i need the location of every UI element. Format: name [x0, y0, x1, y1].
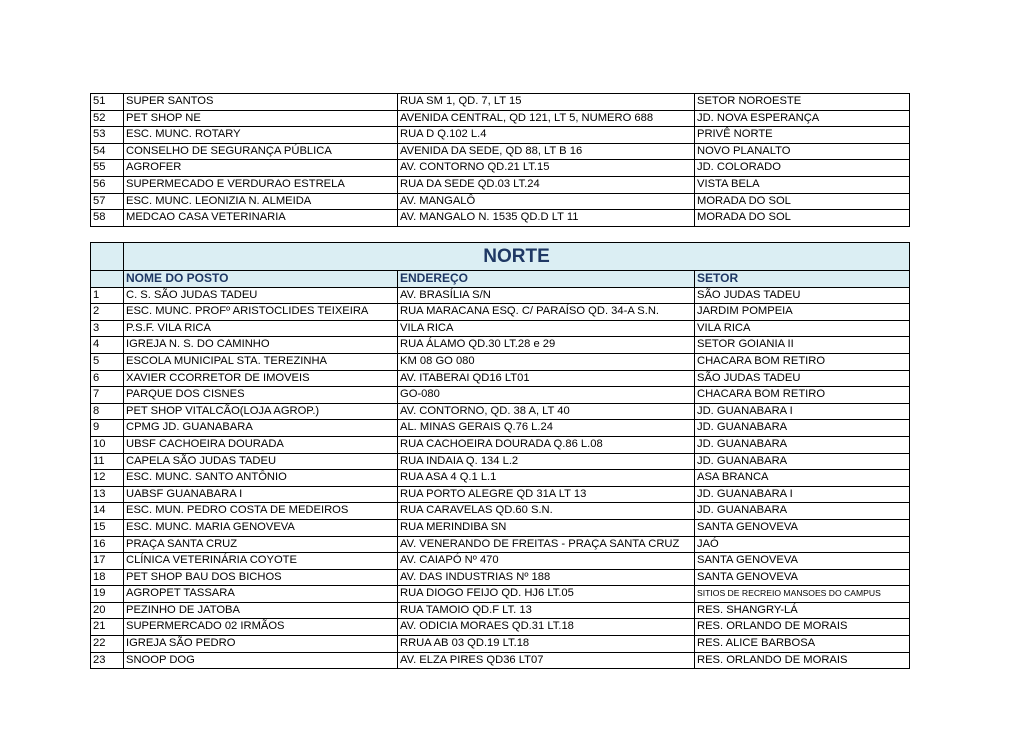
- posto-name-cell: ESC. MUNC. ROTARY: [124, 127, 398, 144]
- posto-name-cell: ESC. MUNC. MARIA GENOVEVA: [124, 519, 398, 536]
- posto-name-cell: UABSF GUANABARA I: [124, 486, 398, 503]
- table-row: [91, 536, 910, 553]
- address-cell: VILA RICA: [398, 320, 695, 337]
- posto-name-cell: XAVIER CCORRETOR DE IMOVEIS: [124, 370, 398, 387]
- address-cell: RUA CACHOEIRA DOURADA Q.86 L.08: [398, 436, 695, 453]
- setor-cell: JD. GUANABARA I: [695, 486, 910, 503]
- row-number-cell: 22: [91, 636, 124, 653]
- address-cell: RUA INDAIA Q. 134 L.2: [398, 453, 695, 470]
- table-row: [91, 160, 910, 177]
- posto-name-cell: UBSF CACHOEIRA DOURADA: [124, 436, 398, 453]
- title-blank-cell: [91, 243, 124, 271]
- address-cell: GO-080: [398, 387, 695, 404]
- table-row: [91, 353, 910, 370]
- posto-name-cell: SNOOP DOG: [124, 652, 398, 669]
- setor-cell: RES. ORLANDO DE MORAIS: [695, 652, 910, 669]
- row-number-cell: 4: [91, 337, 124, 354]
- address-cell: AV. ITABERAI QD16 LT01: [398, 370, 695, 387]
- table-row: [91, 470, 910, 487]
- address-cell: AVENIDA CENTRAL, QD 121, LT 5, NUMERO 688: [398, 110, 695, 127]
- setor-cell: JD. GUANABARA: [695, 436, 910, 453]
- table-row: [91, 110, 910, 127]
- posto-name-cell: PEZINHO DE JATOBA: [124, 602, 398, 619]
- row-number-cell: 14: [91, 503, 124, 520]
- table-row: [91, 210, 910, 227]
- setor-cell: NOVO PLANALTO: [695, 143, 910, 160]
- row-number-cell: 3: [91, 320, 124, 337]
- table-row: [91, 569, 910, 586]
- table-row: [91, 586, 910, 603]
- table-row: [91, 127, 910, 144]
- row-number-cell: 8: [91, 403, 124, 420]
- setor-cell: JD. GUANABARA: [695, 503, 910, 520]
- row-number-cell: 17: [91, 553, 124, 570]
- setor-cell: CHACARA BOM RETIRO: [695, 387, 910, 404]
- posto-name-cell: ESC. MUNC. SANTO ANTÔNIO: [124, 470, 398, 487]
- posto-name-cell: CAPELA SÃO JUDAS TADEU: [124, 453, 398, 470]
- address-cell: RUA MERINDIBA SN: [398, 519, 695, 536]
- table-row: [91, 94, 910, 111]
- row-number-cell: 5: [91, 353, 124, 370]
- address-cell: AV. ELZA PIRES QD36 LT07: [398, 652, 695, 669]
- row-number-cell: 23: [91, 652, 124, 669]
- table-row: [91, 652, 910, 669]
- table-row: [91, 636, 910, 653]
- row-number-cell: 54: [91, 143, 124, 160]
- norte-table-body: [91, 243, 910, 669]
- row-number-cell: 11: [91, 453, 124, 470]
- setor-cell: JARDIM POMPEIA: [695, 304, 910, 321]
- posto-name-cell: PET SHOP NE: [124, 110, 398, 127]
- posto-name-cell: C. S. SÃO JUDAS TADEU: [124, 287, 398, 304]
- table-row: [91, 370, 910, 387]
- table-row: [91, 553, 910, 570]
- setor-cell: SANTA GENOVEVA: [695, 519, 910, 536]
- setor-cell: JD. GUANABARA: [695, 453, 910, 470]
- row-number-cell: 6: [91, 370, 124, 387]
- address-cell: AV. BRASÍLIA S/N: [398, 287, 695, 304]
- posto-name-cell: SUPERMERCADO 02 IRMÃOS: [124, 619, 398, 636]
- table-row: [91, 176, 910, 193]
- table-row: [91, 519, 910, 536]
- posto-name-cell: CONSELHO DE SEGURANÇA PÚBLICA: [124, 143, 398, 160]
- row-number-cell: 2: [91, 304, 124, 321]
- section-title-row: [91, 243, 910, 271]
- address-cell: RUA SM 1, QD. 7, LT 15: [398, 94, 695, 111]
- posto-name-cell: ESC. MUNC. PROFº ARISTOCLIDES TEIXEIRA: [124, 304, 398, 321]
- table-row: [91, 320, 910, 337]
- posto-name-cell: PET SHOP BAU DOS BICHOS: [124, 569, 398, 586]
- setor-cell: SÃO JUDAS TADEU: [695, 370, 910, 387]
- top-table: [90, 93, 910, 227]
- row-number-cell: 18: [91, 569, 124, 586]
- setor-cell: SITIOS DE RECREIO MANSOES DO CAMPUS: [695, 586, 910, 603]
- table-row: [91, 453, 910, 470]
- row-number-cell: 16: [91, 536, 124, 553]
- setor-cell: SETOR NOROESTE: [695, 94, 910, 111]
- row-number-cell: 15: [91, 519, 124, 536]
- address-cell: RUA ÁLAMO QD.30 LT.28 e 29: [398, 337, 695, 354]
- setor-cell: CHACARA BOM RETIRO: [695, 353, 910, 370]
- address-cell: AV. CONTORNO, QD. 38 A, LT 40: [398, 403, 695, 420]
- setor-cell: JD. COLORADO: [695, 160, 910, 177]
- row-number-cell: 19: [91, 586, 124, 603]
- address-cell: AV. MANGALÔ: [398, 193, 695, 210]
- table-row: [91, 193, 910, 210]
- table-row: [91, 436, 910, 453]
- setor-cell: SETOR GOIANIA II: [695, 337, 910, 354]
- address-cell: RUA CARAVELAS QD.60 S.N.: [398, 503, 695, 520]
- header-endereco: ENDEREÇO: [398, 271, 695, 288]
- setor-cell: JD. GUANABARA: [695, 420, 910, 437]
- posto-name-cell: ESC. MUNC. LEONIZIA N. ALMEIDA: [124, 193, 398, 210]
- row-number-cell: 12: [91, 470, 124, 487]
- address-cell: AV. MANGALO N. 1535 QD.D LT 11: [398, 210, 695, 227]
- address-cell: RUA TAMOIO QD.F LT. 13: [398, 602, 695, 619]
- posto-name-cell: PRAÇA SANTA CRUZ: [124, 536, 398, 553]
- posto-name-cell: PARQUE DOS CISNES: [124, 387, 398, 404]
- posto-name-cell: SUPERMECADO E VERDURAO ESTRELA: [124, 176, 398, 193]
- setor-cell: RES. ALICE BARBOSA: [695, 636, 910, 653]
- setor-cell: PRIVÊ NORTE: [695, 127, 910, 144]
- top-table-body: [91, 94, 910, 227]
- posto-name-cell: IGREJA N. S. DO CAMINHO: [124, 337, 398, 354]
- setor-cell: ASA BRANCA: [695, 470, 910, 487]
- row-number-cell: 55: [91, 160, 124, 177]
- row-number-cell: 58: [91, 210, 124, 227]
- row-number-cell: 57: [91, 193, 124, 210]
- row-number-cell: 13: [91, 486, 124, 503]
- row-number-cell: 56: [91, 176, 124, 193]
- row-number-cell: 7: [91, 387, 124, 404]
- posto-name-cell: ESCOLA MUNICIPAL STA. TEREZINHA: [124, 353, 398, 370]
- address-cell: AV. ODICIA MORAES QD.31 LT.18: [398, 619, 695, 636]
- header-setor: SETOR: [695, 271, 910, 288]
- setor-cell: JAÓ: [695, 536, 910, 553]
- address-cell: AV. CAIAPÓ Nº 470: [398, 553, 695, 570]
- table-row: [91, 503, 910, 520]
- table-row: [91, 486, 910, 503]
- table-row: [91, 143, 910, 160]
- setor-cell: VISTA BELA: [695, 176, 910, 193]
- table-row: [91, 337, 910, 354]
- row-number-cell: 20: [91, 602, 124, 619]
- address-cell: AVENIDA DA SEDE, QD 88, LT B 16: [398, 143, 695, 160]
- table-row: [91, 602, 910, 619]
- section-title: NORTE: [124, 243, 910, 271]
- address-cell: AV. DAS INDUSTRIAS Nº 188: [398, 569, 695, 586]
- address-cell: AV. CONTORNO QD.21 LT.15: [398, 160, 695, 177]
- setor-cell: MORADA DO SOL: [695, 210, 910, 227]
- posto-name-cell: CPMG JD. GUANABARA: [124, 420, 398, 437]
- address-cell: RUA PORTO ALEGRE QD 31A LT 13: [398, 486, 695, 503]
- row-number-cell: 52: [91, 110, 124, 127]
- posto-name-cell: SUPER SANTOS: [124, 94, 398, 111]
- setor-cell: VILA RICA: [695, 320, 910, 337]
- row-number-cell: 21: [91, 619, 124, 636]
- address-cell: RUA MARACANA ESQ. C/ PARAÍSO QD. 34-A S.N.: [398, 304, 695, 321]
- table-row: [91, 619, 910, 636]
- setor-cell: RES. ORLANDO DE MORAIS: [695, 619, 910, 636]
- address-cell: AL. MINAS GERAIS Q.76 L.24: [398, 420, 695, 437]
- setor-cell: SANTA GENOVEVA: [695, 569, 910, 586]
- row-number-cell: 53: [91, 127, 124, 144]
- row-number-cell: 51: [91, 94, 124, 111]
- header-blank-cell: [91, 271, 124, 288]
- address-cell: RUA ASA 4 Q.1 L.1: [398, 470, 695, 487]
- posto-name-cell: AGROFER: [124, 160, 398, 177]
- table-row: [91, 287, 910, 304]
- posto-name-cell: IGREJA SÃO PEDRO: [124, 636, 398, 653]
- posto-name-cell: AGROPET TASSARA: [124, 586, 398, 603]
- address-cell: RUA DIOGO FEIJO QD. HJ6 LT.05: [398, 586, 695, 603]
- posto-name-cell: P.S.F. VILA RICA: [124, 320, 398, 337]
- setor-cell: MORADA DO SOL: [695, 193, 910, 210]
- posto-name-cell: MEDCAO CASA VETERINARIA: [124, 210, 398, 227]
- address-cell: RUA D Q.102 L.4: [398, 127, 695, 144]
- row-number-cell: 9: [91, 420, 124, 437]
- table-row: [91, 304, 910, 321]
- norte-table: [90, 242, 910, 669]
- table-row: [91, 387, 910, 404]
- row-number-cell: 1: [91, 287, 124, 304]
- posto-name-cell: CLÍNICA VETERINÁRIA COYOTE: [124, 553, 398, 570]
- setor-cell: RES. SHANGRY-LÁ: [695, 602, 910, 619]
- header-row: [91, 271, 910, 288]
- address-cell: AV. VENERANDO DE FREITAS - PRAÇA SANTA CRUZ: [398, 536, 695, 553]
- setor-cell: JD. GUANABARA I: [695, 403, 910, 420]
- address-cell: KM 08 GO 080: [398, 353, 695, 370]
- address-cell: RUA DA SEDE QD.03 LT.24: [398, 176, 695, 193]
- table-row: [91, 420, 910, 437]
- table-row: [91, 403, 910, 420]
- posto-name-cell: PET SHOP VITALCÃO(LOJA AGROP.): [124, 403, 398, 420]
- setor-cell: SANTA GENOVEVA: [695, 553, 910, 570]
- setor-cell: SÃO JUDAS TADEU: [695, 287, 910, 304]
- setor-cell: JD. NOVA ESPERANÇA: [695, 110, 910, 127]
- row-number-cell: 10: [91, 436, 124, 453]
- posto-name-cell: ESC. MUN. PEDRO COSTA DE MEDEIROS: [124, 503, 398, 520]
- address-cell: RRUA AB 03 QD.19 LT.18: [398, 636, 695, 653]
- header-nome: NOME DO POSTO: [124, 271, 398, 288]
